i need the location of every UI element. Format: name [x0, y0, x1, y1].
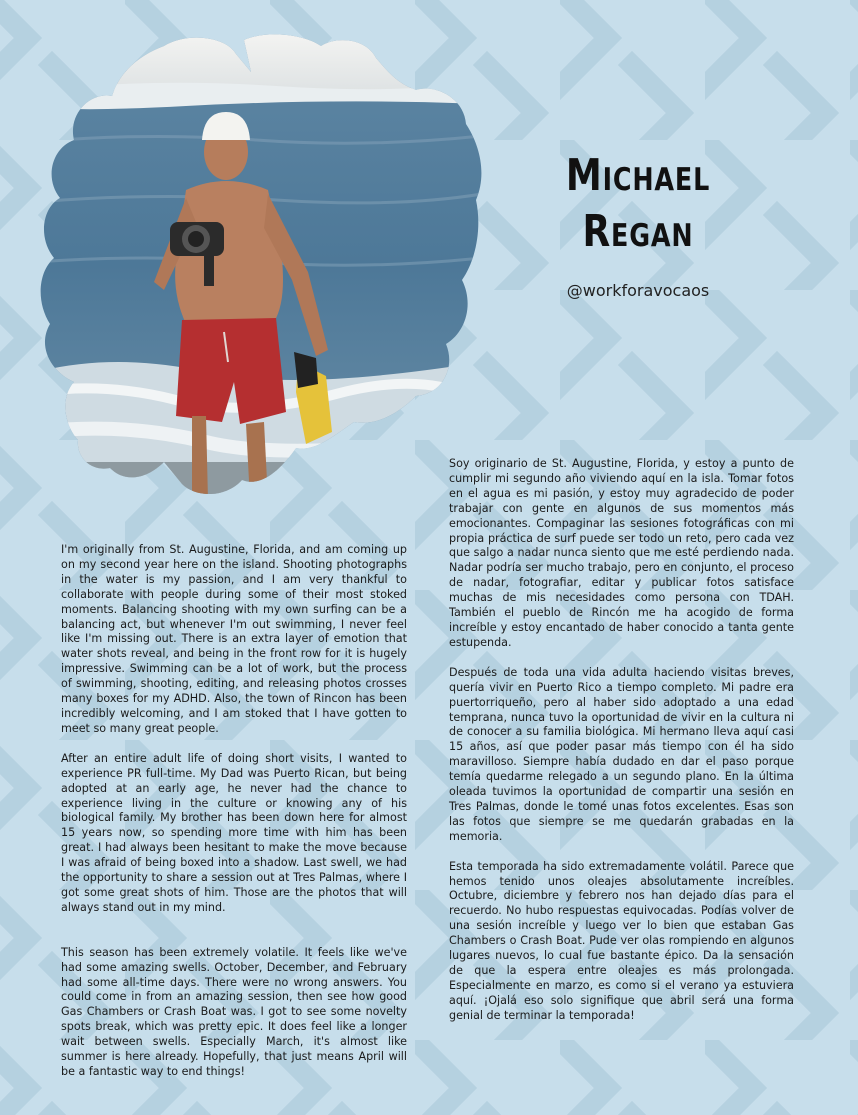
english-paragraph-3: This season has been extremely volatile. It feels like we've had some amazing swells. October, December, and February had some all-time days. There were no wrong answers. You could come in from an amazing session, then see how good Gas Chambers or Crash Boat was. I got to see some novelty spots break, which was pretty epic. It does feel like a longer wait between swells. Especially March, it's almost like summer is here already. Hopefully, that just means April will be a fantastic way to end things! — [61, 945, 407, 1078]
first-name: Michael — [565, 150, 711, 201]
spanish-paragraph-1: Soy originario de St. Augustine, Florida, y estoy a punto de cumplir mi segundo año viviendo aquí en la isla. Tomar fotos en el agua es mi pasión, y estoy muy agradecido de poder trabajar con gente en algunos de sus momentos más emocionantes. Compaginar las sesiones fotográficas con mi propia práctica de surf puede ser todo un reto, pero cada vez que salgo a nadar nunca siento que me esté perdiendo nada. Nadar podría ser mucho trabajo, pero en conjunto, el proceso de nadar, fotografiar, editar y publicar fotos satisface muchas de mis necesidades como persona con TDAH. También el pueblo de Rincón me ha acogido de forma increíble y estoy encantado de haber conocido a tanta gente estupenda. — [449, 457, 794, 649]
spanish-paragraph-2: Después de toda una vida adulta haciendo visitas breves, quería vivir en Puerto Rico a tiempo completo. Mi padre era puertorriqueño, pero al haber sido adoptado a una edad temprana, nunca tuvo la oportunidad de vivir en la cultura ni de conocer a su familia biológica. Mi hermano lleva aquí casi 15 años, así que poder pasar más tiempo con él ha sido maravilloso. Siempre había dudado en dar el paso porque temía quedarme relegado a un segundo plano. En la última oleada tuvimos la oportunidad de compartir una sesión en Tres Palmas, donde le tomé unas fotos excelentes. Esas son las fotos que siempre se me quedarán grabadas en la memoria. — [449, 665, 794, 843]
spanish-paragraph-3: Esta temporada ha sido extremadamente volátil. Parece que hemos tenido unos oleajes absolutamente increíbles. Octubre, diciembre y febrero nos han dejado días para el recuerdo. No hubo respuestas equivocadas. Podías volver de una sesión increíble y luego ver lo bien que estaban Gas Chambers o Crash Boat. Pude ver olas rompiendo en algunos lugares nuevos, lo cual fue bastante épico. Da la sensación de que la espera entre oleajes es más prolongada. Especialmente en marzo, es como si el verano ya estuviera aquí. ¡Ojalá eso solo signifique que abril será una forma genial de terminar la temporada! — [449, 859, 794, 1022]
last-name: Regan — [582, 206, 694, 257]
english-paragraph-1: I'm originally from St. Augustine, Florida, and am coming up on my second year here on the island. Shooting photographs in the water is my passion, and I am very thankful to collaborate with people during some of their most stoked moments. Balancing shooting with my own surfing can be a balancing act, but whenever I'm out swimming, I never feel like I'm missing out. There is an extra layer of emotion that water shots reveal, and being in the front row for it is hugely impressive. Swimming can be a lot of work, but the process of swimming, shooting, editing, and releasing photos crosses many boxes for my ADHD. Also, the town of Rincon has been incredibly welcoming, and I am stoked that I have gotten to meet so many great people. — [61, 543, 407, 735]
english-column — [61, 543, 407, 1080]
social-handle: @workforavocaos — [566, 281, 710, 300]
profile-photo — [36, 32, 482, 500]
profile-name — [541, 148, 735, 260]
english-paragraph-2: After an entire adult life of doing short visits, I wanted to experience PR full-time. My Dad was Puerto Rican, but being adopted at an early age, he never had the chance to experience living in the culture or knowing any of his biological family. My brother has been down here for almost 15 years now, so spending more time with him has been great. I had always been hesitant to make the move because I was afraid of being boxed into a shadow. Last swell, we had the opportunity to share a session out at Tres Palmas, where I got some great shots of him. Those are the photos that will always stand out in my mind. — [61, 751, 407, 914]
spanish-column — [449, 457, 794, 1024]
